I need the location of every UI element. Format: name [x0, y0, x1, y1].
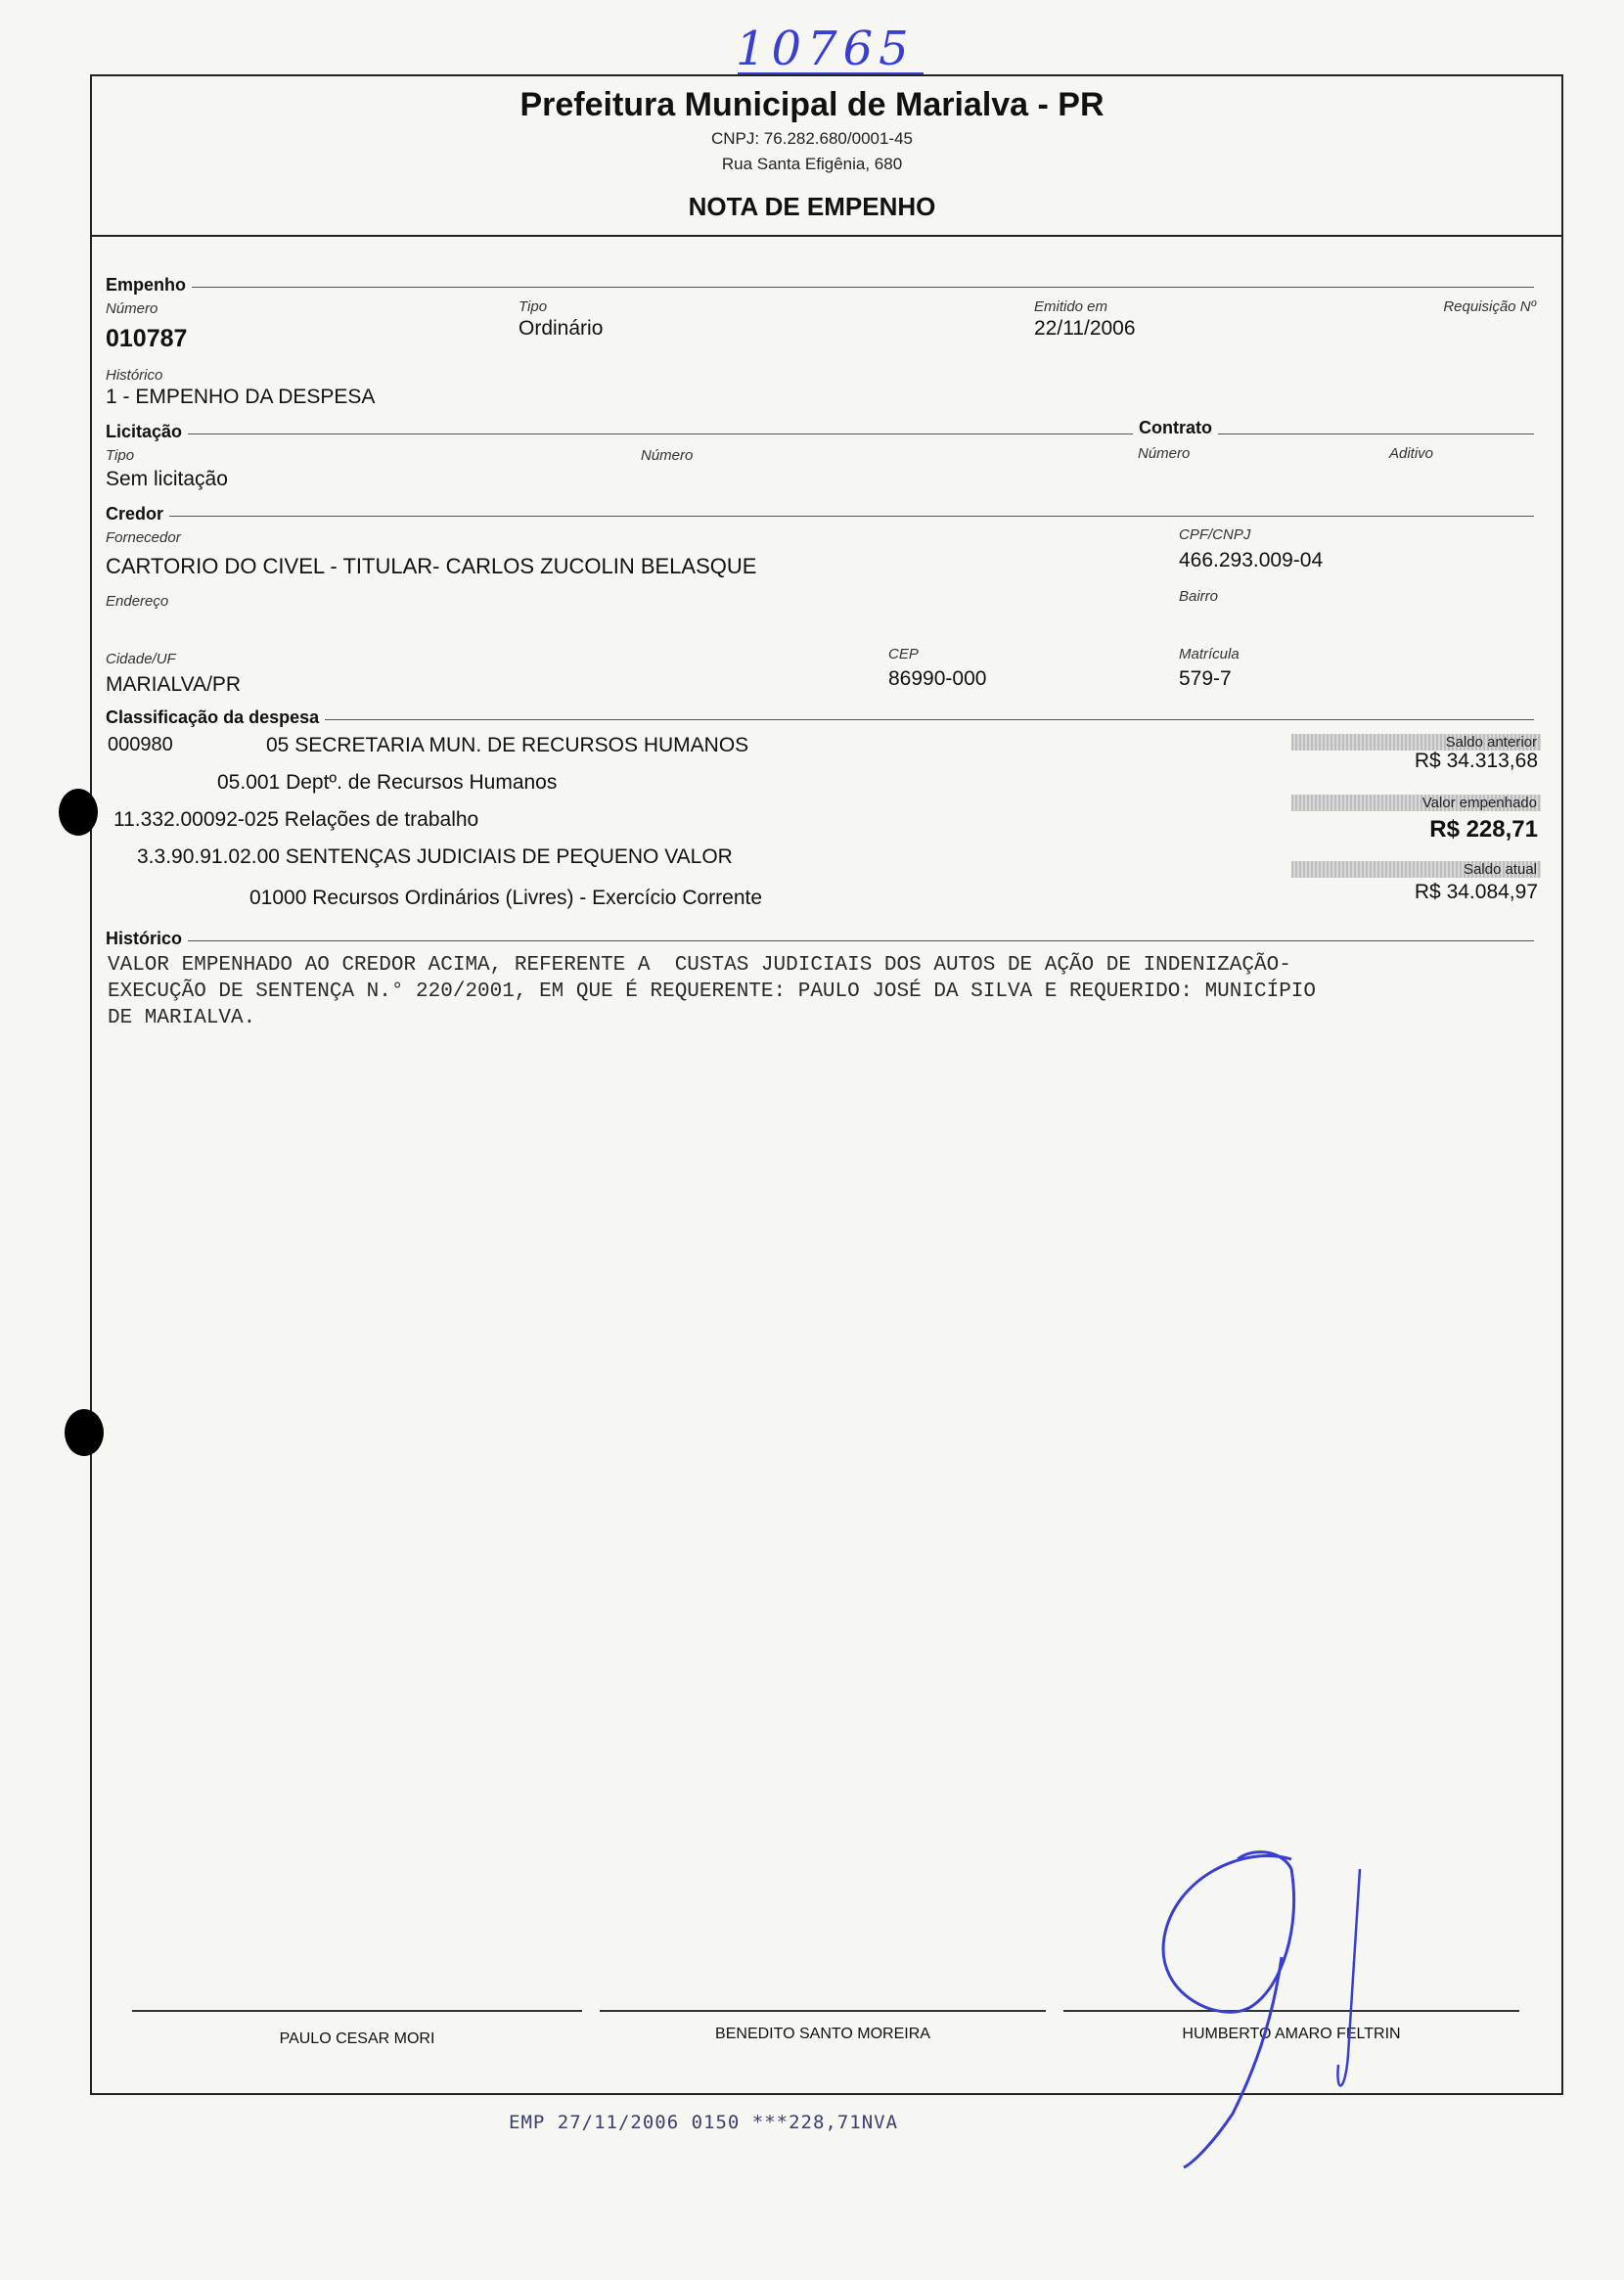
historico-rule — [106, 940, 1534, 941]
empenho-tipo: Ordinário — [519, 317, 604, 340]
unidade-text: 05.001 Deptº. de Recursos Humanos — [217, 771, 558, 794]
empenho-section-title: Empenho — [106, 275, 192, 296]
historico-section-title: Histórico — [106, 929, 188, 949]
saldo-anterior-label: Saldo anterior — [1291, 734, 1541, 751]
matricula-label: Matrícula — [1179, 646, 1240, 662]
licitacao-tipo: Sem licitação — [106, 468, 228, 490]
punch-hole-top — [59, 789, 98, 836]
emitido-label: Emitido em — [1034, 298, 1108, 315]
historico-line-1: VALOR EMPENHADO AO CREDOR ACIMA, REFERENTE A CUSTAS JUDICIAIS DOS AUTOS DE AÇÃO DE INDENIZAÇÃO- — [108, 954, 1291, 977]
empenho-numero-label: Número — [106, 300, 158, 317]
empenho-historico: 1 - EMPENHO DA DESPESA — [106, 386, 376, 408]
historico-line-3: DE MARIALVA. — [108, 1007, 256, 1029]
saldo-atual-value: R$ 34.084,97 — [1414, 881, 1538, 903]
empenho-rule — [106, 287, 1534, 288]
contrato-aditivo-label: Aditivo — [1389, 445, 1434, 462]
document-frame — [90, 74, 1563, 2095]
municipality-title: Prefeitura Municipal de Marialva - PR — [519, 86, 1105, 123]
cpf-label: CPF/CNPJ — [1179, 526, 1251, 543]
classificacao-section-title: Classificação da despesa — [106, 707, 325, 728]
requisicao-label: Requisição Nº — [1443, 298, 1536, 315]
credor-section-title: Credor — [106, 504, 169, 524]
signature-name-2: BENEDITO SANTO MOREIRA — [715, 2026, 930, 2042]
contrato-numero-label: Número — [1138, 445, 1191, 462]
orgao-code: 000980 — [108, 734, 173, 755]
cep-label: CEP — [888, 646, 919, 662]
historico-line-2: EXECUÇÃO DE SENTENÇA N.° 220/2001, EM QUE É REQUERENTE: PAULO JOSÉ DA SILVA E REQUERIDO: MUNICÍPIO — [108, 980, 1317, 1003]
fornecedor-name: CARTORIO DO CIVEL - TITULAR- CARLOS ZUCOLIN BELASQUE — [106, 554, 757, 578]
endereco-label: Endereço — [106, 593, 169, 610]
header-divider — [90, 235, 1563, 237]
matricula-value: 579-7 — [1179, 667, 1232, 690]
elemento-text: 3.3.90.91.02.00 SENTENÇAS JUDICIAIS DE PEQUENO VALOR — [137, 845, 733, 868]
contrato-section-title: Contrato — [1133, 418, 1218, 438]
orgao-text: 05 SECRETARIA MUN. DE RECURSOS HUMANOS — [266, 734, 749, 756]
saldo-anterior-value: R$ 34.313,68 — [1414, 750, 1538, 772]
handwritten-signature — [1135, 1840, 1389, 2172]
punch-hole-bottom — [65, 1409, 104, 1456]
empenho-numero: 010787 — [106, 325, 188, 352]
empenho-historico-label: Histórico — [106, 367, 163, 384]
signature-name-1: PAULO CESAR MORI — [279, 2030, 435, 2047]
licitacao-rule — [106, 433, 1534, 434]
fornecedor-label: Fornecedor — [106, 529, 181, 546]
licitacao-tipo-label: Tipo — [106, 447, 135, 464]
handwritten-number: 10765 — [736, 22, 915, 76]
bairro-label: Bairro — [1179, 588, 1219, 605]
document-title: NOTA DE EMPENHO — [688, 192, 936, 221]
empenho-tipo-label: Tipo — [519, 298, 548, 315]
cidade-value: MARIALVA/PR — [106, 673, 242, 696]
credor-rule — [106, 516, 1534, 517]
licitacao-section-title: Licitação — [106, 422, 188, 442]
valor-empenhado-label: Valor empenhado — [1291, 795, 1541, 811]
funcional-text: 11.332.00092-025 Relações de trabalho — [113, 808, 479, 831]
signature-name-3: HUMBERTO AMARO FELTRIN — [1182, 2026, 1401, 2042]
cpf-value: 466.293.009-04 — [1179, 549, 1324, 571]
cidade-label: Cidade/UF — [106, 651, 176, 667]
saldo-atual-label: Saldo atual — [1291, 861, 1541, 878]
emitido-date: 22/11/2006 — [1034, 317, 1136, 340]
licitacao-numero-label: Número — [641, 447, 694, 464]
valor-empenhado-value: R$ 228,71 — [1429, 816, 1538, 843]
cep-value: 86990-000 — [888, 667, 987, 690]
address-text: Rua Santa Efigênia, 680 — [721, 155, 903, 173]
mechanical-stamp: EMP 27/11/2006 0150 ***228,71NVA — [509, 2112, 899, 2133]
cnpj-text: CNPJ: 76.282.680/0001-45 — [710, 129, 914, 148]
signature-line-1 — [132, 2010, 582, 2012]
signature-line-2 — [600, 2010, 1046, 2012]
fonte-recurso-text: 01000 Recursos Ordinários (Livres) - Exercício Corrente — [249, 887, 763, 909]
